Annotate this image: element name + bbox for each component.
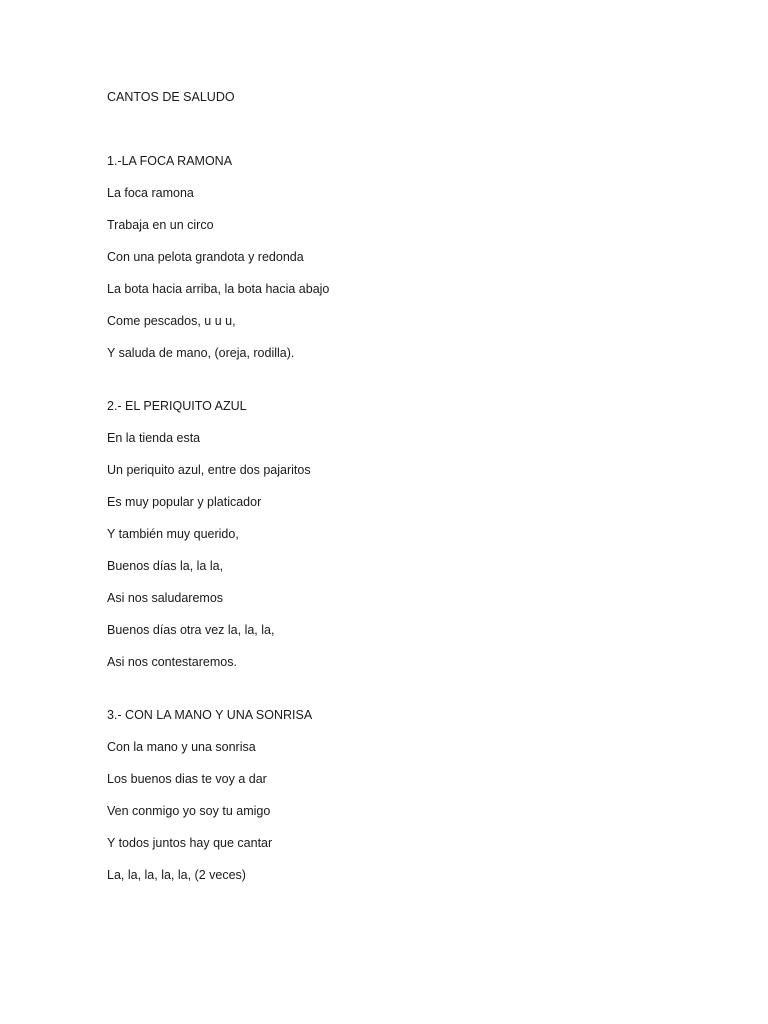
song-line: La foca ramona [107, 186, 194, 200]
song-line: Es muy popular y platicador [107, 495, 262, 509]
song-line: Asi nos contestaremos. [107, 655, 237, 669]
song-line: Y también muy querido, [107, 527, 239, 541]
document-page [107, 86, 707, 896]
document-title: CANTOS DE SALUDO [107, 90, 235, 104]
song-line: Con la mano y una sonrisa [107, 740, 256, 754]
song-line: Asi nos saludaremos [107, 591, 224, 605]
song-title: 1.-LA FOCA RAMONA [107, 154, 233, 168]
song-line: Ven conmigo yo soy tu amigo [107, 804, 271, 818]
song-line: Buenos días la, la la, [107, 559, 224, 573]
song-title: 3.- CON LA MANO Y UNA SONRISA [107, 708, 313, 722]
song-line: Come pescados, u u u, [107, 314, 236, 328]
song-line: La bota hacia arriba, la bota hacia abajo [107, 282, 330, 296]
song-line: Los buenos dias te voy a dar [107, 772, 267, 786]
song-line: Trabaja en un circo [107, 218, 214, 232]
song-line: Con una pelota grandota y redonda [107, 250, 304, 264]
song-line: Y todos juntos hay que cantar [107, 836, 273, 850]
song-line: En la tienda esta [107, 431, 201, 445]
song-2 [107, 395, 707, 673]
song-line: Buenos días otra vez la, la, la, [107, 623, 275, 637]
song-3 [107, 704, 707, 886]
song-1 [107, 150, 707, 364]
song-line: Un periquito azul, entre dos pajaritos [107, 463, 311, 477]
song-line: La, la, la, la, la, (2 veces) [107, 868, 246, 882]
song-title: 2.- EL PERIQUITO AZUL [107, 399, 247, 413]
song-line: Y saluda de mano, (oreja, rodilla). [107, 346, 295, 360]
